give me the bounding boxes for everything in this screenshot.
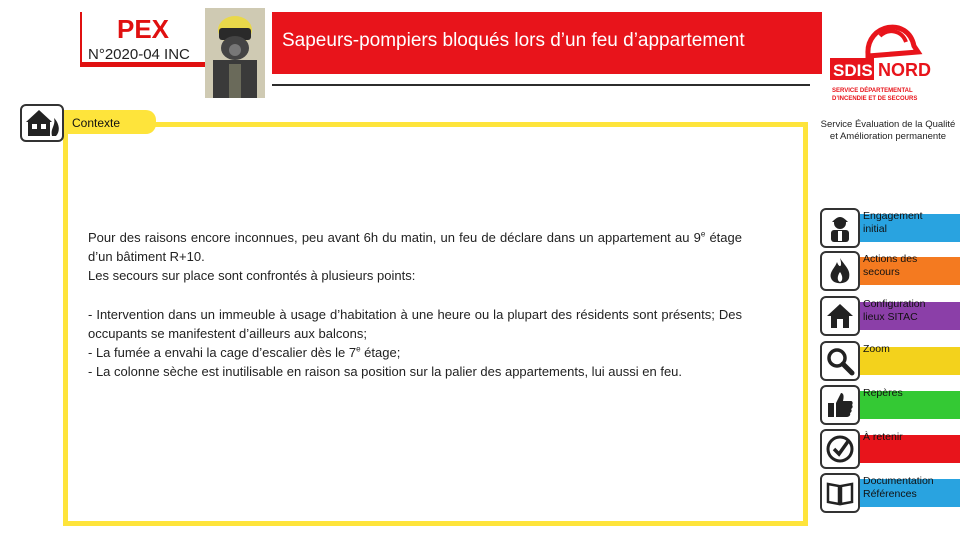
checklist-icon	[820, 429, 860, 469]
nav-label: Engagement initial	[863, 210, 923, 235]
context-label: Contexte	[72, 116, 121, 130]
svg-text:D’INCENDIE ET DE SECOURS: D’INCENDIE ET DE SECOURS	[832, 96, 918, 102]
context-bullet-2: - La fumée a envahi la cage d’escalier dès le 7e étage;	[88, 344, 401, 360]
pex-left-bar	[80, 12, 82, 67]
nav-actions-secours[interactable]	[820, 251, 960, 293]
context-bullet-3: - La colonne sèche est inutilisable en raison sa position sur la palier des appartements, lui aussi en feu.	[88, 364, 683, 379]
title-underline	[272, 84, 810, 86]
nav-label: Actions des secours	[863, 253, 918, 278]
house-icon	[820, 296, 860, 336]
nav-label: Configuration lieux SITAC	[863, 298, 926, 323]
nav-label: Documentation Références	[863, 475, 934, 500]
service-line-2: et Amélioration permanente	[829, 131, 947, 142]
context-paragraph-2: Les secours sur place sont confrontés à plusieurs points:	[88, 268, 416, 283]
firefighter-photo	[205, 8, 265, 98]
context-bullet-1: - Intervention dans un immeuble à usage d’habitation à une heure ou la plupart des résidents sont présents; Des occupants se manifestent d’ailleurs aux balcons;	[88, 307, 742, 341]
nav-reperes[interactable]	[820, 385, 960, 427]
firefighter-icon	[820, 208, 860, 248]
svg-text:NORD: NORD	[878, 60, 931, 80]
flame-icon	[820, 251, 860, 291]
svg-text:SDIS: SDIS	[833, 61, 873, 80]
nav-zoom[interactable]	[820, 341, 960, 383]
pex-title: PEX	[116, 14, 170, 44]
nav-label: À retenir	[863, 431, 903, 443]
nav-label: Repères	[863, 387, 903, 399]
magnifier-icon	[820, 341, 860, 381]
book-icon	[820, 473, 860, 513]
service-line-1: Service Évaluation de la Qualité	[820, 119, 956, 130]
nav-label: Zoom	[863, 343, 890, 355]
nav-documentation[interactable]	[820, 473, 960, 515]
context-body	[88, 228, 742, 381]
page-title: Sapeurs-pompiers bloqués lors d’un feu d’appartement	[282, 30, 745, 51]
service-caption	[818, 119, 958, 143]
burning-building-icon	[20, 104, 64, 142]
sdis-nord-logo	[828, 6, 946, 111]
nav-engagement-initial[interactable]	[820, 208, 960, 250]
context-paragraph-1: Pour des raisons encore inconnues, peu avant 6h du matin, un feu de déclare dans un appartement au 9e étage d’un bâtiment R+10.	[88, 229, 742, 264]
pex-number: N°2020-04 INC	[88, 46, 190, 63]
nav-configuration-lieux[interactable]	[820, 296, 960, 338]
thumbs-up-icon	[820, 385, 860, 425]
svg-text:SERVICE DÉPARTEMENTAL: SERVICE DÉPARTEMENTAL	[832, 88, 913, 94]
nav-a-retenir[interactable]	[820, 429, 960, 471]
